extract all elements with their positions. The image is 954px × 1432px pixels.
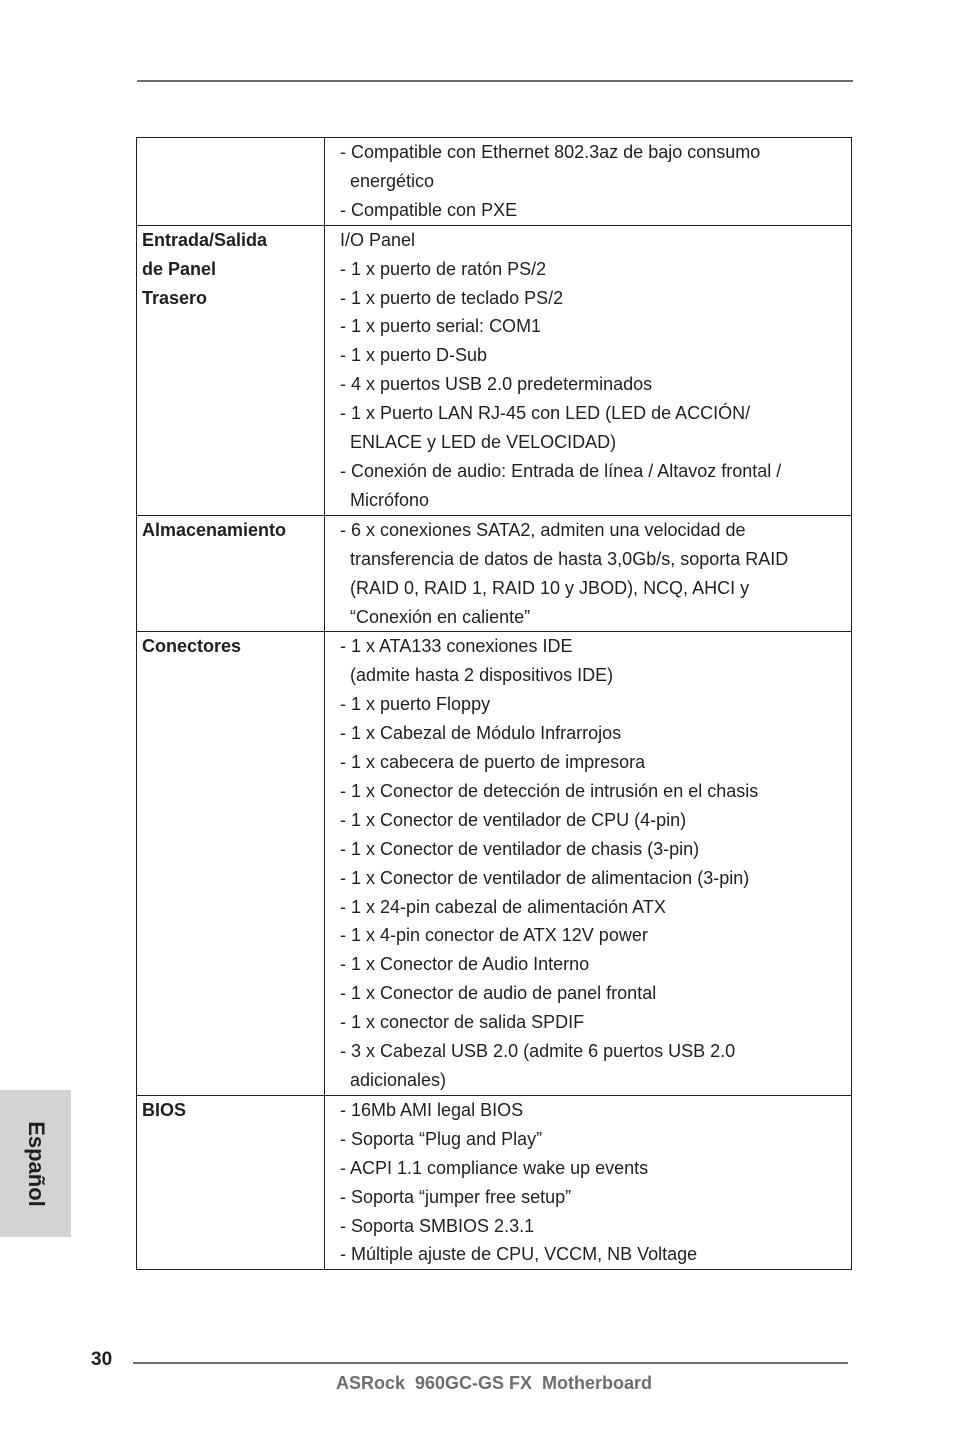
spec-row	[137, 632, 852, 1096]
spec-value-cell	[325, 225, 852, 515]
spec-line: - 1 x cabecera de puerto de impresora	[340, 752, 646, 773]
spec-line: - 1 x 4-pin conector de ATX 12V power	[340, 925, 648, 946]
spec-line: I/O Panel	[340, 229, 416, 250]
language-tab-label: Español	[23, 1120, 49, 1207]
spec-value-cell	[325, 1095, 852, 1269]
spec-line: transferencia de datos de hasta 3,0Gb/s, soporta RAID	[350, 548, 789, 569]
spec-line: - 3 x Cabezal USB 2.0 (admite 6 puertos USB 2.0	[340, 1041, 736, 1062]
page-number: 30	[91, 1349, 113, 1370]
spec-label-cell	[137, 225, 325, 515]
spec-line: - 1 x Conector de Audio Interno	[340, 954, 590, 975]
spec-line: Micrófono	[350, 489, 430, 510]
footer-title: ASRock 960GC-GS FX Motherboard	[336, 1373, 653, 1393]
spec-label: de Panel	[142, 258, 217, 279]
spec-line: “Conexión en caliente”	[350, 606, 531, 627]
spec-label: Trasero	[142, 287, 208, 308]
spec-table	[136, 137, 852, 1270]
spec-label: Almacenamiento	[142, 519, 287, 540]
spec-row	[137, 1095, 852, 1269]
spec-label-cell	[137, 515, 325, 632]
spec-line: - Soporta SMBIOS 2.3.1	[340, 1215, 535, 1236]
bottom-rule	[133, 1362, 848, 1364]
spec-line: - 1 x Puerto LAN RJ-45 con LED (LED de ACCIÓN/	[340, 403, 751, 424]
spec-line: - 1 x ATA133 conexiones IDE	[340, 636, 573, 657]
spec-line: - 1 x puerto de ratón PS/2	[340, 258, 547, 279]
top-rule	[137, 80, 853, 82]
spec-row	[137, 515, 852, 632]
spec-line: - 1 x Conector de detección de intrusión en el chasis	[340, 780, 759, 801]
spec-line: adicionales)	[350, 1070, 447, 1090]
spec-line: - 1 x puerto D-Sub	[340, 345, 488, 366]
spec-line: - 1 x puerto de teclado PS/2	[340, 287, 564, 308]
spec-row	[137, 138, 852, 226]
spec-line: - 1 x puerto serial: COM1	[340, 316, 542, 337]
spec-label: BIOS	[142, 1099, 187, 1120]
spec-line: - Compatible con Ethernet 802.3az de bajo consumo	[340, 142, 761, 162]
spec-line: - 1 x Conector de ventilador de CPU (4-pin)	[340, 809, 687, 830]
language-tab	[0, 1090, 71, 1237]
spec-line: - ACPI 1.1 compliance wake up events	[340, 1157, 649, 1178]
spec-line: - 4 x puertos USB 2.0 predeterminados	[340, 374, 653, 395]
spec-line: - Conexión de audio: Entrada de línea / Altavoz frontal /	[340, 460, 782, 481]
spec-label-cell	[137, 632, 325, 1096]
spec-line: (RAID 0, RAID 1, RAID 10 y JBOD), NCQ, AHCI y	[350, 577, 750, 598]
spec-value-cell	[325, 515, 852, 632]
spec-line: - Múltiple ajuste de CPU, VCCM, NB Voltage	[340, 1244, 698, 1265]
spec-line: - 16Mb AMI legal BIOS	[340, 1099, 524, 1120]
spec-value-cell	[325, 632, 852, 1096]
spec-label-cell	[137, 1095, 325, 1269]
spec-line: - 1 x Conector de ventilador de chasis (3-pin)	[340, 838, 700, 859]
spec-line: - 6 x conexiones SATA2, admiten una velocidad de	[340, 519, 746, 540]
spec-table-body	[137, 138, 852, 1270]
spec-line: - Soporta “Plug and Play”	[340, 1128, 543, 1149]
spec-line: - Compatible con PXE	[340, 199, 518, 220]
spec-line: - 1 x Cabezal de Módulo Infrarrojos	[340, 723, 622, 744]
spec-line: - Soporta “jumper free setup”	[340, 1186, 572, 1207]
spec-line: - 1 x conector de salida SPDIF	[340, 1012, 585, 1033]
spec-line: - 1 x puerto Floppy	[340, 694, 491, 715]
spec-label: Conectores	[142, 636, 242, 657]
spec-label-cell	[137, 138, 325, 226]
spec-line: - 1 x Conector de audio de panel frontal	[340, 983, 657, 1004]
spec-row	[137, 225, 852, 515]
spec-value-cell	[325, 138, 852, 226]
spec-line: - 1 x 24-pin cabezal de alimentación ATX	[340, 896, 666, 917]
spec-label: Entrada/Salida	[142, 229, 268, 250]
spec-line: (admite hasta 2 dispositivos IDE)	[350, 665, 614, 686]
spec-line: ENLACE y LED de VELOCIDAD)	[350, 432, 617, 453]
spec-line: energético	[350, 170, 435, 191]
spec-line: - 1 x Conector de ventilador de alimentacion (3-pin)	[340, 867, 750, 888]
